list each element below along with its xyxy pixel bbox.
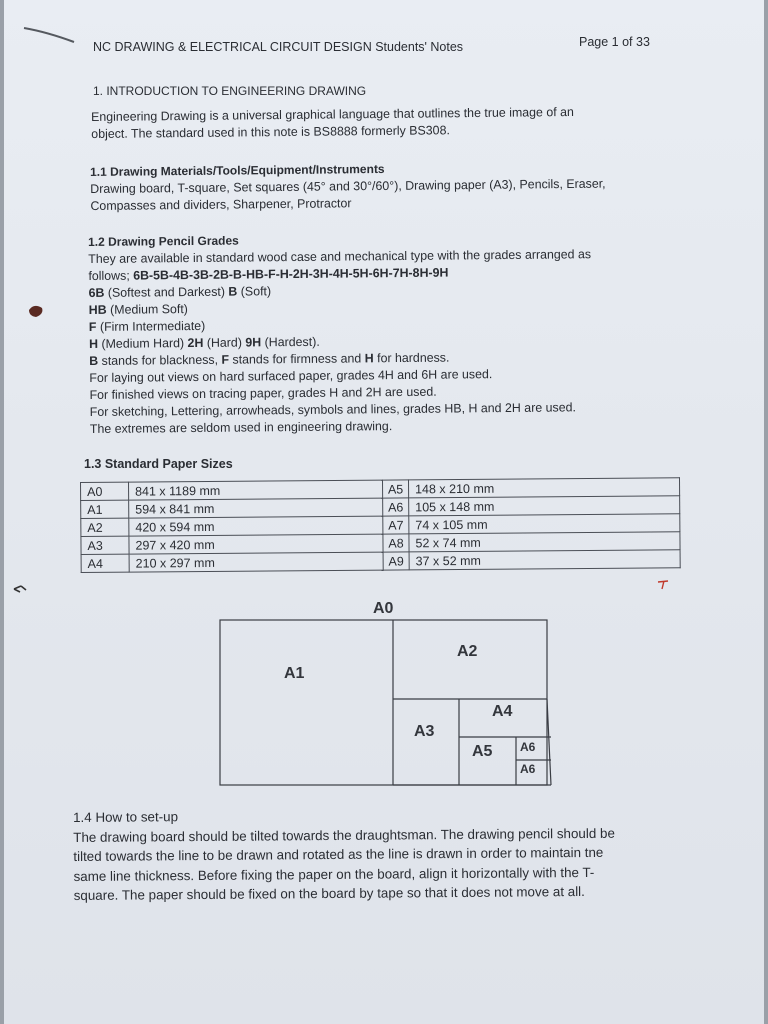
text-span: (Medium Hard) bbox=[97, 336, 188, 351]
document-title: NC DRAWING & ELECTRICAL CIRCUIT DESIGN Students' Notes bbox=[93, 40, 464, 54]
table-cell: 594 x 841 mm bbox=[129, 498, 383, 518]
pencil-tick-mark bbox=[12, 582, 30, 596]
ink-blot-mark bbox=[26, 302, 46, 320]
text-line: The drawing board should be tilted towards the draughtsman. The drawing pencil should be bbox=[73, 825, 615, 845]
table-cell: A9 bbox=[383, 552, 409, 570]
table-cell: 52 x 74 mm bbox=[409, 532, 680, 552]
table-cell: A7 bbox=[383, 516, 409, 534]
label-a2: A2 bbox=[457, 643, 478, 660]
grade: 2H bbox=[187, 335, 204, 351]
table-cell: A2 bbox=[81, 518, 129, 536]
text-span: (Hard) bbox=[203, 335, 246, 350]
diagram-outline bbox=[214, 600, 559, 790]
text-span: (Softest and Darkest) bbox=[104, 284, 229, 300]
table-cell: 105 x 148 mm bbox=[409, 496, 680, 516]
text-line: tilted towards the line to be drawn and rotated as the line is drawn in order to maintain tne bbox=[73, 844, 604, 864]
label-a0: A0 bbox=[373, 600, 394, 617]
table-cell: 148 x 210 mm bbox=[408, 478, 679, 498]
table-cell: A3 bbox=[81, 536, 129, 554]
table-cell: 37 x 52 mm bbox=[409, 550, 680, 570]
label-a1: A1 bbox=[284, 665, 305, 682]
table-cell: A5 bbox=[382, 480, 408, 498]
grade: H bbox=[364, 351, 374, 366]
section-1-1 bbox=[90, 159, 606, 215]
section-heading: 1.2 Drawing Pencil Grades bbox=[88, 233, 239, 249]
grade: F bbox=[88, 319, 97, 334]
text-span: for hardness. bbox=[373, 350, 450, 366]
text-line: They are available in standard wood case and mechanical type with the grades arranged as bbox=[88, 247, 592, 266]
table-cell: A4 bbox=[81, 554, 129, 572]
grade: B bbox=[89, 353, 99, 368]
section-heading: 1.4 How to set-up bbox=[73, 809, 179, 825]
text-line: Compasses and dividers, Sharpener, Protractor bbox=[90, 196, 352, 213]
grade: H bbox=[88, 336, 99, 351]
text-line: Engineering Drawing is a universal graphical language that outlines the true image of an bbox=[91, 104, 574, 124]
table-cell: 74 x 105 mm bbox=[409, 514, 680, 534]
grade: 9H bbox=[245, 335, 262, 350]
grade: 6B bbox=[88, 285, 105, 300]
red-tick-mark bbox=[656, 578, 672, 592]
intro-paragraph bbox=[91, 104, 574, 143]
table-cell: 841 x 1189 mm bbox=[129, 480, 383, 500]
table-cell: A0 bbox=[81, 482, 129, 500]
document-page bbox=[4, 0, 764, 1024]
label-a6-bottom: A6 bbox=[520, 762, 536, 776]
text-span: stands for firmness and bbox=[228, 351, 365, 367]
section-1-2 bbox=[88, 229, 593, 438]
table-row bbox=[81, 550, 680, 573]
text-line: The extremes are seldom used in engineering drawing. bbox=[89, 419, 393, 436]
table-cell: 210 x 297 mm bbox=[129, 552, 383, 572]
pen-stroke-mark bbox=[22, 22, 82, 52]
paper-size-diagram bbox=[214, 600, 559, 790]
label-a5: A5 bbox=[472, 743, 493, 760]
section-heading: 1.1 Drawing Materials/Tools/Equipment/Instruments bbox=[90, 161, 385, 179]
section-heading-introduction: 1. INTRODUCTION TO ENGINEERING DRAWING bbox=[93, 84, 367, 98]
table-cell: A6 bbox=[383, 498, 409, 516]
section-heading-1-3: 1.3 Standard Paper Sizes bbox=[84, 457, 233, 471]
paper-sizes-table bbox=[80, 477, 681, 573]
text-span: stands for blackness, bbox=[98, 352, 222, 368]
text-line: Drawing board, T-square, Set squares (45° and 30°/60°), Drawing paper (A3), Pencils, Eraser, bbox=[90, 176, 606, 196]
text-span: (Medium Soft) bbox=[106, 302, 188, 317]
table-cell: 420 x 594 mm bbox=[129, 516, 383, 536]
text-span: follows; bbox=[88, 268, 134, 283]
grade-sequence: 6B-5B-4B-3B-2B-B-HB-F-H-2H-3H-4H-5H-6H-7H-8H-9H bbox=[133, 265, 449, 283]
text-line: same line thickness. Before fixing the paper on the board, align it horizontally with the T- bbox=[73, 864, 595, 884]
table-cell: 297 x 420 mm bbox=[129, 534, 383, 554]
text-span: (Firm Intermediate) bbox=[96, 318, 206, 334]
section-1-4 bbox=[73, 804, 615, 906]
grade: B bbox=[228, 284, 238, 299]
table-cell: A8 bbox=[383, 534, 409, 552]
grade: F bbox=[221, 352, 230, 367]
grade: HB bbox=[88, 302, 107, 317]
text-line: For finished views on tracing paper, grades H and 2H are used. bbox=[89, 384, 437, 402]
text-line: object. The standard used in this note is BS8888 formerly BS308. bbox=[91, 123, 450, 141]
text-line: square. The paper should be fixed on the board by tape so that it does not move at all. bbox=[73, 883, 585, 903]
text-span: (Hardest). bbox=[261, 334, 320, 350]
label-a4: A4 bbox=[492, 703, 513, 720]
text-line: For laying out views on hard surfaced paper, grades 4H and 6H are used. bbox=[89, 367, 493, 385]
page-number: Page 1 of 33 bbox=[579, 35, 650, 49]
text-span: (Soft) bbox=[237, 284, 272, 299]
text-line: For sketching, Lettering, arrowheads, symbols and lines, grades HB, H and 2H are used. bbox=[89, 400, 577, 419]
table-cell: A1 bbox=[81, 500, 129, 518]
label-a3: A3 bbox=[414, 723, 435, 740]
label-a6-top: A6 bbox=[520, 740, 536, 754]
